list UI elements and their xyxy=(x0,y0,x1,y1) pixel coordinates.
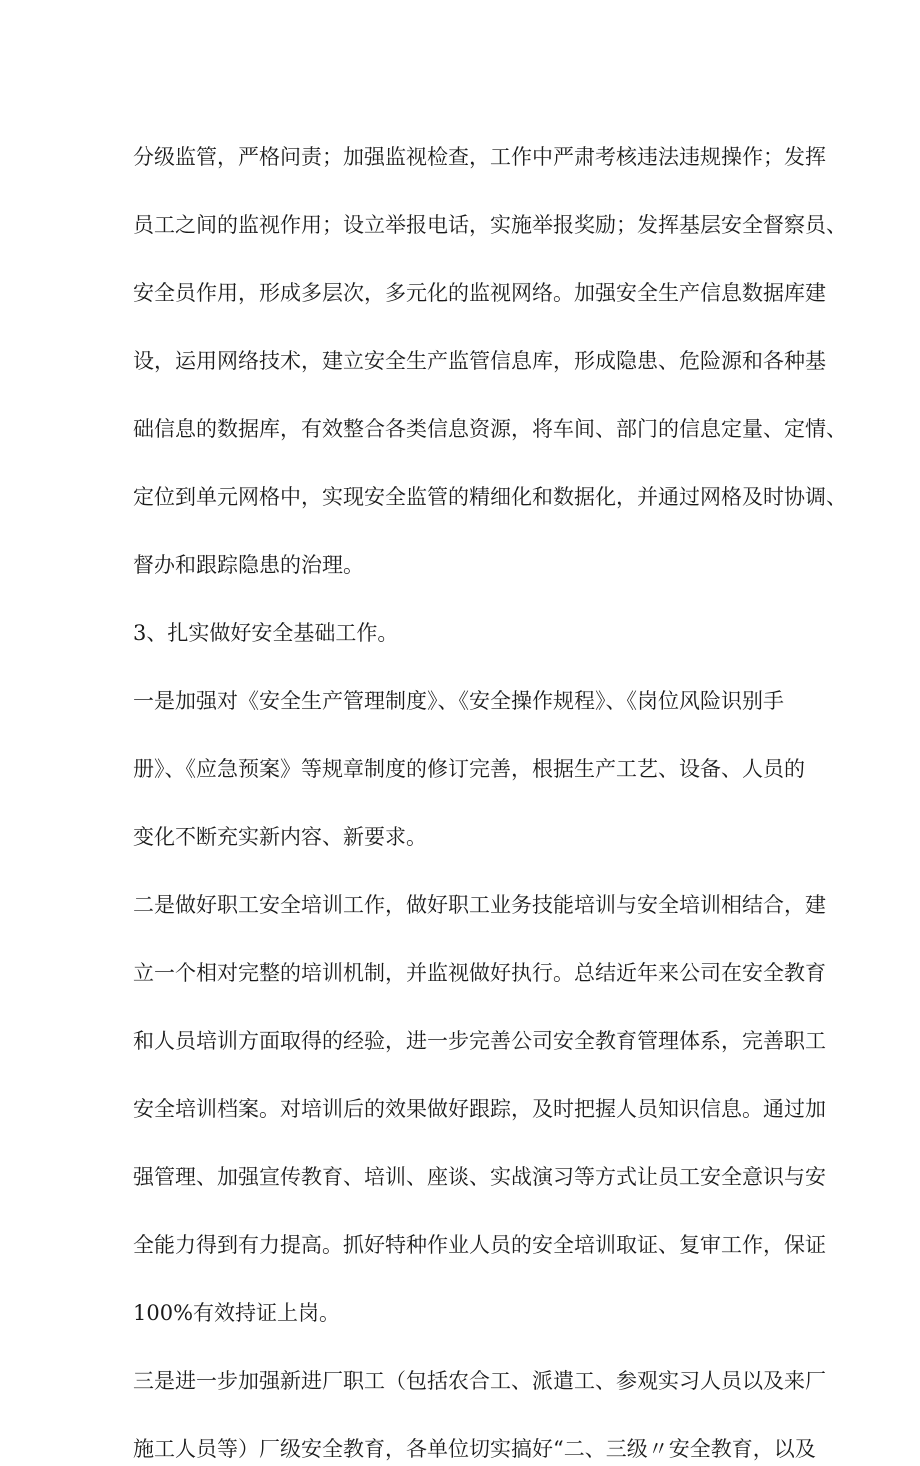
line-spacing xyxy=(133,1330,823,1364)
text-line: 定位到单元网格中，实现安全监管的精细化和数据化，并通过网格及时协调、 xyxy=(133,485,847,509)
text-line: 三是进一步加强新进厂职工（包括农合工、派遣工、参观实习人员以及来厂 xyxy=(133,1369,826,1393)
line-spacing xyxy=(133,990,823,1024)
line-spacing xyxy=(133,718,823,752)
text-line: 分级监管，严格问责；加强监视检查，工作中严肃考核违法违规操作；发挥 xyxy=(133,145,826,169)
section-heading: 3、扎实做好安全基础工作。 xyxy=(133,621,399,645)
line-spacing xyxy=(133,514,823,548)
text-line: 全能力得到有力提高。抓好特种作业人员的安全培训取证、复审工作，保证 xyxy=(133,1233,826,1257)
line-spacing xyxy=(133,1262,823,1296)
line-spacing xyxy=(133,1058,823,1092)
line-spacing xyxy=(133,1126,823,1160)
line-spacing xyxy=(133,582,823,616)
text-line: 100%有效持证上岗。 xyxy=(133,1301,341,1325)
text-line: 安全员作用，形成多层次，多元化的监视网络。加强安全生产信息数据库建 xyxy=(133,281,826,305)
line-spacing xyxy=(133,446,823,480)
line-spacing xyxy=(133,1194,823,1228)
text-line: 础信息的数据库，有效整合各类信息资源，将车间、部门的信息定量、定情、 xyxy=(133,417,847,441)
line-spacing xyxy=(133,310,823,344)
line-spacing xyxy=(133,854,823,888)
text-line: 安全培训档案。对培训后的效果做好跟踪，及时把握人员知识信息。通过加 xyxy=(133,1097,826,1121)
line-spacing xyxy=(133,1398,823,1432)
text-line: 册》、《应急预案》等规章制度的修订完善，根据生产工艺、设备、人员的 xyxy=(133,757,805,781)
text-line: 和人员培训方面取得的经验，进一步完善公司安全教育管理体系，完善职工 xyxy=(133,1029,826,1053)
text-line: 施工人员等）厂级安全教育，各单位切实搞好“二、三级〃安全教育，以及 xyxy=(133,1437,816,1461)
text-line: 督办和跟踪隐患的治理。 xyxy=(133,553,364,577)
line-spacing xyxy=(133,378,823,412)
text-line: 变化不断充实新内容、新要求。 xyxy=(133,825,427,849)
line-spacing xyxy=(133,174,823,208)
line-spacing xyxy=(133,650,823,684)
line-spacing xyxy=(133,922,823,956)
text-line: 设，运用网络技术，建立安全生产监管信息库，形成隐患、危险源和各种基 xyxy=(133,349,826,373)
text-line: 一是加强对《安全生产管理制度》、《安全操作规程》、《岗位风险识别手 xyxy=(133,689,784,713)
text-line: 立一个相对完整的培训机制，并监视做好执行。总结近年来公司在安全教育 xyxy=(133,961,826,985)
text-line: 二是做好职工安全培训工作，做好职工业务技能培训与安全培训相结合，建 xyxy=(133,893,826,917)
line-spacing xyxy=(133,242,823,276)
line-spacing xyxy=(133,786,823,820)
text-line: 强管理、加强宣传教育、培训、座谈、实战演习等方式让员工安全意识与安 xyxy=(133,1165,826,1189)
document-body xyxy=(133,140,847,1466)
text-line: 员工之间的监视作用；设立举报电话，实施举报奖励；发挥基层安全督察员、 xyxy=(133,213,847,237)
